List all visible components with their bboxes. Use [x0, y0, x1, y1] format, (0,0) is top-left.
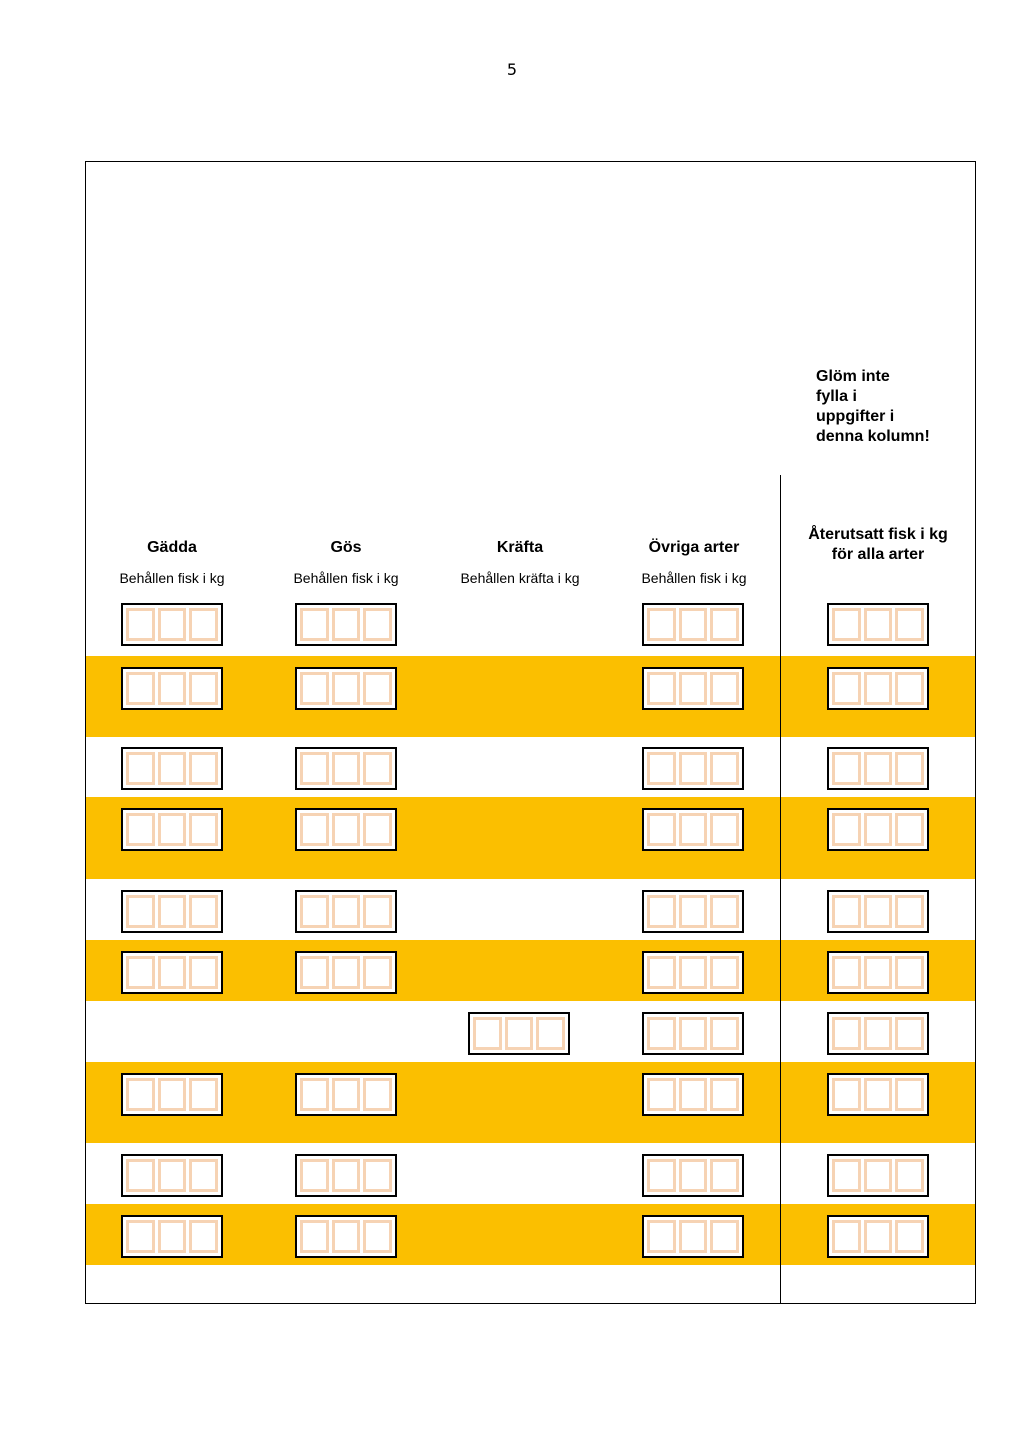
digit-cell[interactable] — [189, 1159, 218, 1192]
digit-cell[interactable] — [832, 672, 861, 705]
digit-cell[interactable] — [300, 895, 329, 928]
digit-cell[interactable] — [363, 1220, 392, 1253]
digit-cell[interactable] — [332, 608, 361, 641]
digit-cell[interactable] — [126, 752, 155, 785]
digit-cell[interactable] — [832, 752, 861, 785]
weight-entry-box-gadda — [121, 890, 223, 933]
column-title-returned — [790, 525, 966, 565]
digit-cell[interactable] — [710, 1220, 739, 1253]
digit-cell[interactable] — [189, 813, 218, 846]
digit-cell[interactable] — [710, 608, 739, 641]
digit-cell[interactable] — [679, 1159, 708, 1192]
digit-cell[interactable] — [679, 672, 708, 705]
digit-cell[interactable] — [332, 672, 361, 705]
weight-entry-box-gos — [295, 951, 397, 994]
digit-cell[interactable] — [647, 1159, 676, 1192]
weight-entry-box-gadda — [121, 808, 223, 851]
digit-cell[interactable] — [363, 895, 392, 928]
weight-entry-box-gos — [295, 747, 397, 790]
catch-report-form — [85, 161, 976, 1304]
digit-cell[interactable] — [832, 1017, 861, 1050]
weight-entry-box-gos — [295, 808, 397, 851]
digit-cell[interactable] — [300, 752, 329, 785]
digit-cell[interactable] — [710, 1159, 739, 1192]
digit-cell[interactable] — [126, 1078, 155, 1111]
weight-entry-box-gos — [295, 667, 397, 710]
digit-cell[interactable] — [832, 1159, 861, 1192]
digit-cell[interactable] — [895, 895, 924, 928]
digit-cell[interactable] — [158, 895, 187, 928]
returned-title-line: för alla arter — [831, 546, 925, 563]
digit-cell[interactable] — [710, 752, 739, 785]
reminder-line: fylla i — [816, 388, 857, 405]
digit-cell[interactable] — [710, 672, 739, 705]
digit-cell[interactable] — [332, 1220, 361, 1253]
weight-entry-box-returned — [827, 1012, 929, 1055]
weight-entry-box-gadda — [121, 603, 223, 646]
digit-cell[interactable] — [832, 895, 861, 928]
weight-entry-box-ovriga — [642, 1154, 744, 1197]
digit-cell[interactable] — [300, 1078, 329, 1111]
digit-cell[interactable] — [864, 672, 893, 705]
weight-entry-box-returned — [827, 1073, 929, 1116]
digit-cell[interactable] — [710, 895, 739, 928]
digit-cell[interactable] — [895, 1078, 924, 1111]
digit-cell[interactable] — [864, 1078, 893, 1111]
digit-cell[interactable] — [679, 608, 708, 641]
column-subtitle-gadda: Behållen fisk i kg — [119, 570, 225, 586]
digit-cell[interactable] — [647, 1220, 676, 1253]
digit-cell[interactable] — [864, 895, 893, 928]
digit-cell[interactable] — [189, 956, 218, 989]
weight-entry-box-gadda — [121, 667, 223, 710]
digit-cell[interactable] — [363, 672, 392, 705]
digit-cell[interactable] — [189, 608, 218, 641]
digit-cell[interactable] — [363, 608, 392, 641]
weight-entry-box-gadda — [121, 951, 223, 994]
digit-cell[interactable] — [895, 1220, 924, 1253]
digit-cell[interactable] — [647, 813, 676, 846]
weight-entry-box-ovriga — [642, 1073, 744, 1116]
digit-cell[interactable] — [332, 752, 361, 785]
digit-cell[interactable] — [158, 752, 187, 785]
weight-entry-box-ovriga — [642, 808, 744, 851]
weight-entry-box-returned — [827, 747, 929, 790]
digit-cell[interactable] — [158, 1078, 187, 1111]
digit-cell[interactable] — [189, 672, 218, 705]
digit-cell[interactable] — [832, 813, 861, 846]
digit-cell[interactable] — [126, 608, 155, 641]
digit-cell[interactable] — [332, 813, 361, 846]
weight-entry-box-gadda — [121, 1073, 223, 1116]
digit-cell[interactable] — [864, 752, 893, 785]
digit-cell[interactable] — [158, 813, 187, 846]
weight-entry-box-ovriga — [642, 603, 744, 646]
digit-cell[interactable] — [710, 1078, 739, 1111]
digit-cell[interactable] — [158, 1220, 187, 1253]
digit-cell[interactable] — [126, 895, 155, 928]
digit-cell[interactable] — [332, 1159, 361, 1192]
column-subtitle-krafta: Behållen kräfta i kg — [460, 570, 580, 586]
digit-cell[interactable] — [158, 672, 187, 705]
digit-cell[interactable] — [126, 813, 155, 846]
digit-cell[interactable] — [710, 813, 739, 846]
digit-cell[interactable] — [363, 813, 392, 846]
digit-cell[interactable] — [864, 1159, 893, 1192]
digit-cell[interactable] — [332, 956, 361, 989]
weight-entry-box-returned — [827, 808, 929, 851]
digit-cell[interactable] — [300, 672, 329, 705]
digit-cell[interactable] — [189, 1220, 218, 1253]
returned-title-line: Återutsatt fisk i kg — [808, 526, 948, 543]
digit-cell[interactable] — [864, 1017, 893, 1050]
digit-cell[interactable] — [832, 1220, 861, 1253]
weight-entry-box-gadda — [121, 747, 223, 790]
digit-cell[interactable] — [363, 1078, 392, 1111]
digit-cell[interactable] — [647, 1017, 676, 1050]
digit-cell[interactable] — [126, 672, 155, 705]
weight-entry-box-gadda — [121, 1154, 223, 1197]
reminder-line: denna kolumn! — [816, 428, 930, 445]
digit-cell[interactable] — [679, 1220, 708, 1253]
digit-cell[interactable] — [126, 1220, 155, 1253]
digit-cell[interactable] — [895, 752, 924, 785]
weight-entry-box-returned — [827, 1154, 929, 1197]
digit-cell[interactable] — [158, 956, 187, 989]
digit-cell[interactable] — [126, 1159, 155, 1192]
page-number: 5 — [506, 60, 518, 79]
digit-cell[interactable] — [710, 1017, 739, 1050]
digit-cell[interactable] — [832, 956, 861, 989]
weight-entry-box-gos — [295, 603, 397, 646]
digit-cell[interactable] — [832, 1078, 861, 1111]
weight-entry-box-gos — [295, 1154, 397, 1197]
digit-cell[interactable] — [300, 608, 329, 641]
digit-cell[interactable] — [832, 608, 861, 641]
digit-cell[interactable] — [300, 1220, 329, 1253]
digit-cell[interactable] — [505, 1017, 534, 1050]
reminder-line: Glöm inte — [816, 368, 890, 385]
digit-cell[interactable] — [647, 608, 676, 641]
weight-entry-box-gos — [295, 890, 397, 933]
digit-cell[interactable] — [895, 608, 924, 641]
digit-cell[interactable] — [864, 1220, 893, 1253]
digit-cell[interactable] — [300, 956, 329, 989]
weight-entry-box-ovriga — [642, 890, 744, 933]
digit-cell[interactable] — [300, 813, 329, 846]
digit-cell[interactable] — [332, 1078, 361, 1111]
weight-entry-box-gos — [295, 1073, 397, 1116]
digit-cell[interactable] — [536, 1017, 565, 1050]
digit-cell[interactable] — [189, 752, 218, 785]
digit-cell[interactable] — [679, 1017, 708, 1050]
reminder-note — [816, 367, 966, 447]
weight-entry-box-returned — [827, 603, 929, 646]
digit-cell[interactable] — [473, 1017, 502, 1050]
digit-cell[interactable] — [647, 752, 676, 785]
weight-entry-box-returned — [827, 951, 929, 994]
digit-cell[interactable] — [363, 956, 392, 989]
digit-cell[interactable] — [158, 1159, 187, 1192]
weight-entry-box-returned — [827, 667, 929, 710]
weight-entry-box-ovriga — [642, 1012, 744, 1055]
digit-cell[interactable] — [864, 813, 893, 846]
digit-cell[interactable] — [363, 752, 392, 785]
weight-entry-box-returned — [827, 890, 929, 933]
digit-cell[interactable] — [647, 956, 676, 989]
digit-cell[interactable] — [679, 1078, 708, 1111]
digit-cell[interactable] — [895, 1017, 924, 1050]
digit-cell[interactable] — [864, 956, 893, 989]
weight-entry-box-gadda — [121, 1215, 223, 1258]
digit-cell[interactable] — [647, 895, 676, 928]
weight-entry-box-krafta — [468, 1012, 570, 1055]
weight-entry-box-ovriga — [642, 1215, 744, 1258]
weight-entry-box-ovriga — [642, 951, 744, 994]
digit-cell[interactable] — [189, 895, 218, 928]
digit-cell[interactable] — [679, 895, 708, 928]
weight-entry-box-ovriga — [642, 747, 744, 790]
digit-cell[interactable] — [647, 672, 676, 705]
weight-entry-box-gos — [295, 1215, 397, 1258]
weight-entry-box-ovriga — [642, 667, 744, 710]
column-title-ovriga: Övriga arter — [648, 539, 740, 556]
digit-cell[interactable] — [895, 813, 924, 846]
digit-cell[interactable] — [864, 608, 893, 641]
column-title-gadda: Gädda — [147, 539, 197, 556]
digit-cell[interactable] — [332, 895, 361, 928]
digit-cell[interactable] — [895, 672, 924, 705]
column-title-krafta: Kräfta — [496, 539, 544, 556]
digit-cell[interactable] — [679, 752, 708, 785]
digit-cell[interactable] — [679, 956, 708, 989]
digit-cell[interactable] — [895, 956, 924, 989]
column-subtitle-gos: Behållen fisk i kg — [293, 570, 399, 586]
column-subtitle-ovriga: Behållen fisk i kg — [641, 570, 747, 586]
column-title-gos: Gös — [330, 539, 362, 556]
digit-cell[interactable] — [895, 1159, 924, 1192]
weight-entry-box-returned — [827, 1215, 929, 1258]
digit-cell[interactable] — [158, 608, 187, 641]
digit-cell[interactable] — [126, 956, 155, 989]
digit-cell[interactable] — [647, 1078, 676, 1111]
digit-cell[interactable] — [189, 1078, 218, 1111]
digit-cell[interactable] — [363, 1159, 392, 1192]
reminder-line: uppgifter i — [816, 408, 895, 425]
column-divider — [780, 475, 781, 1303]
digit-cell[interactable] — [679, 813, 708, 846]
digit-cell[interactable] — [710, 956, 739, 989]
digit-cell[interactable] — [300, 1159, 329, 1192]
